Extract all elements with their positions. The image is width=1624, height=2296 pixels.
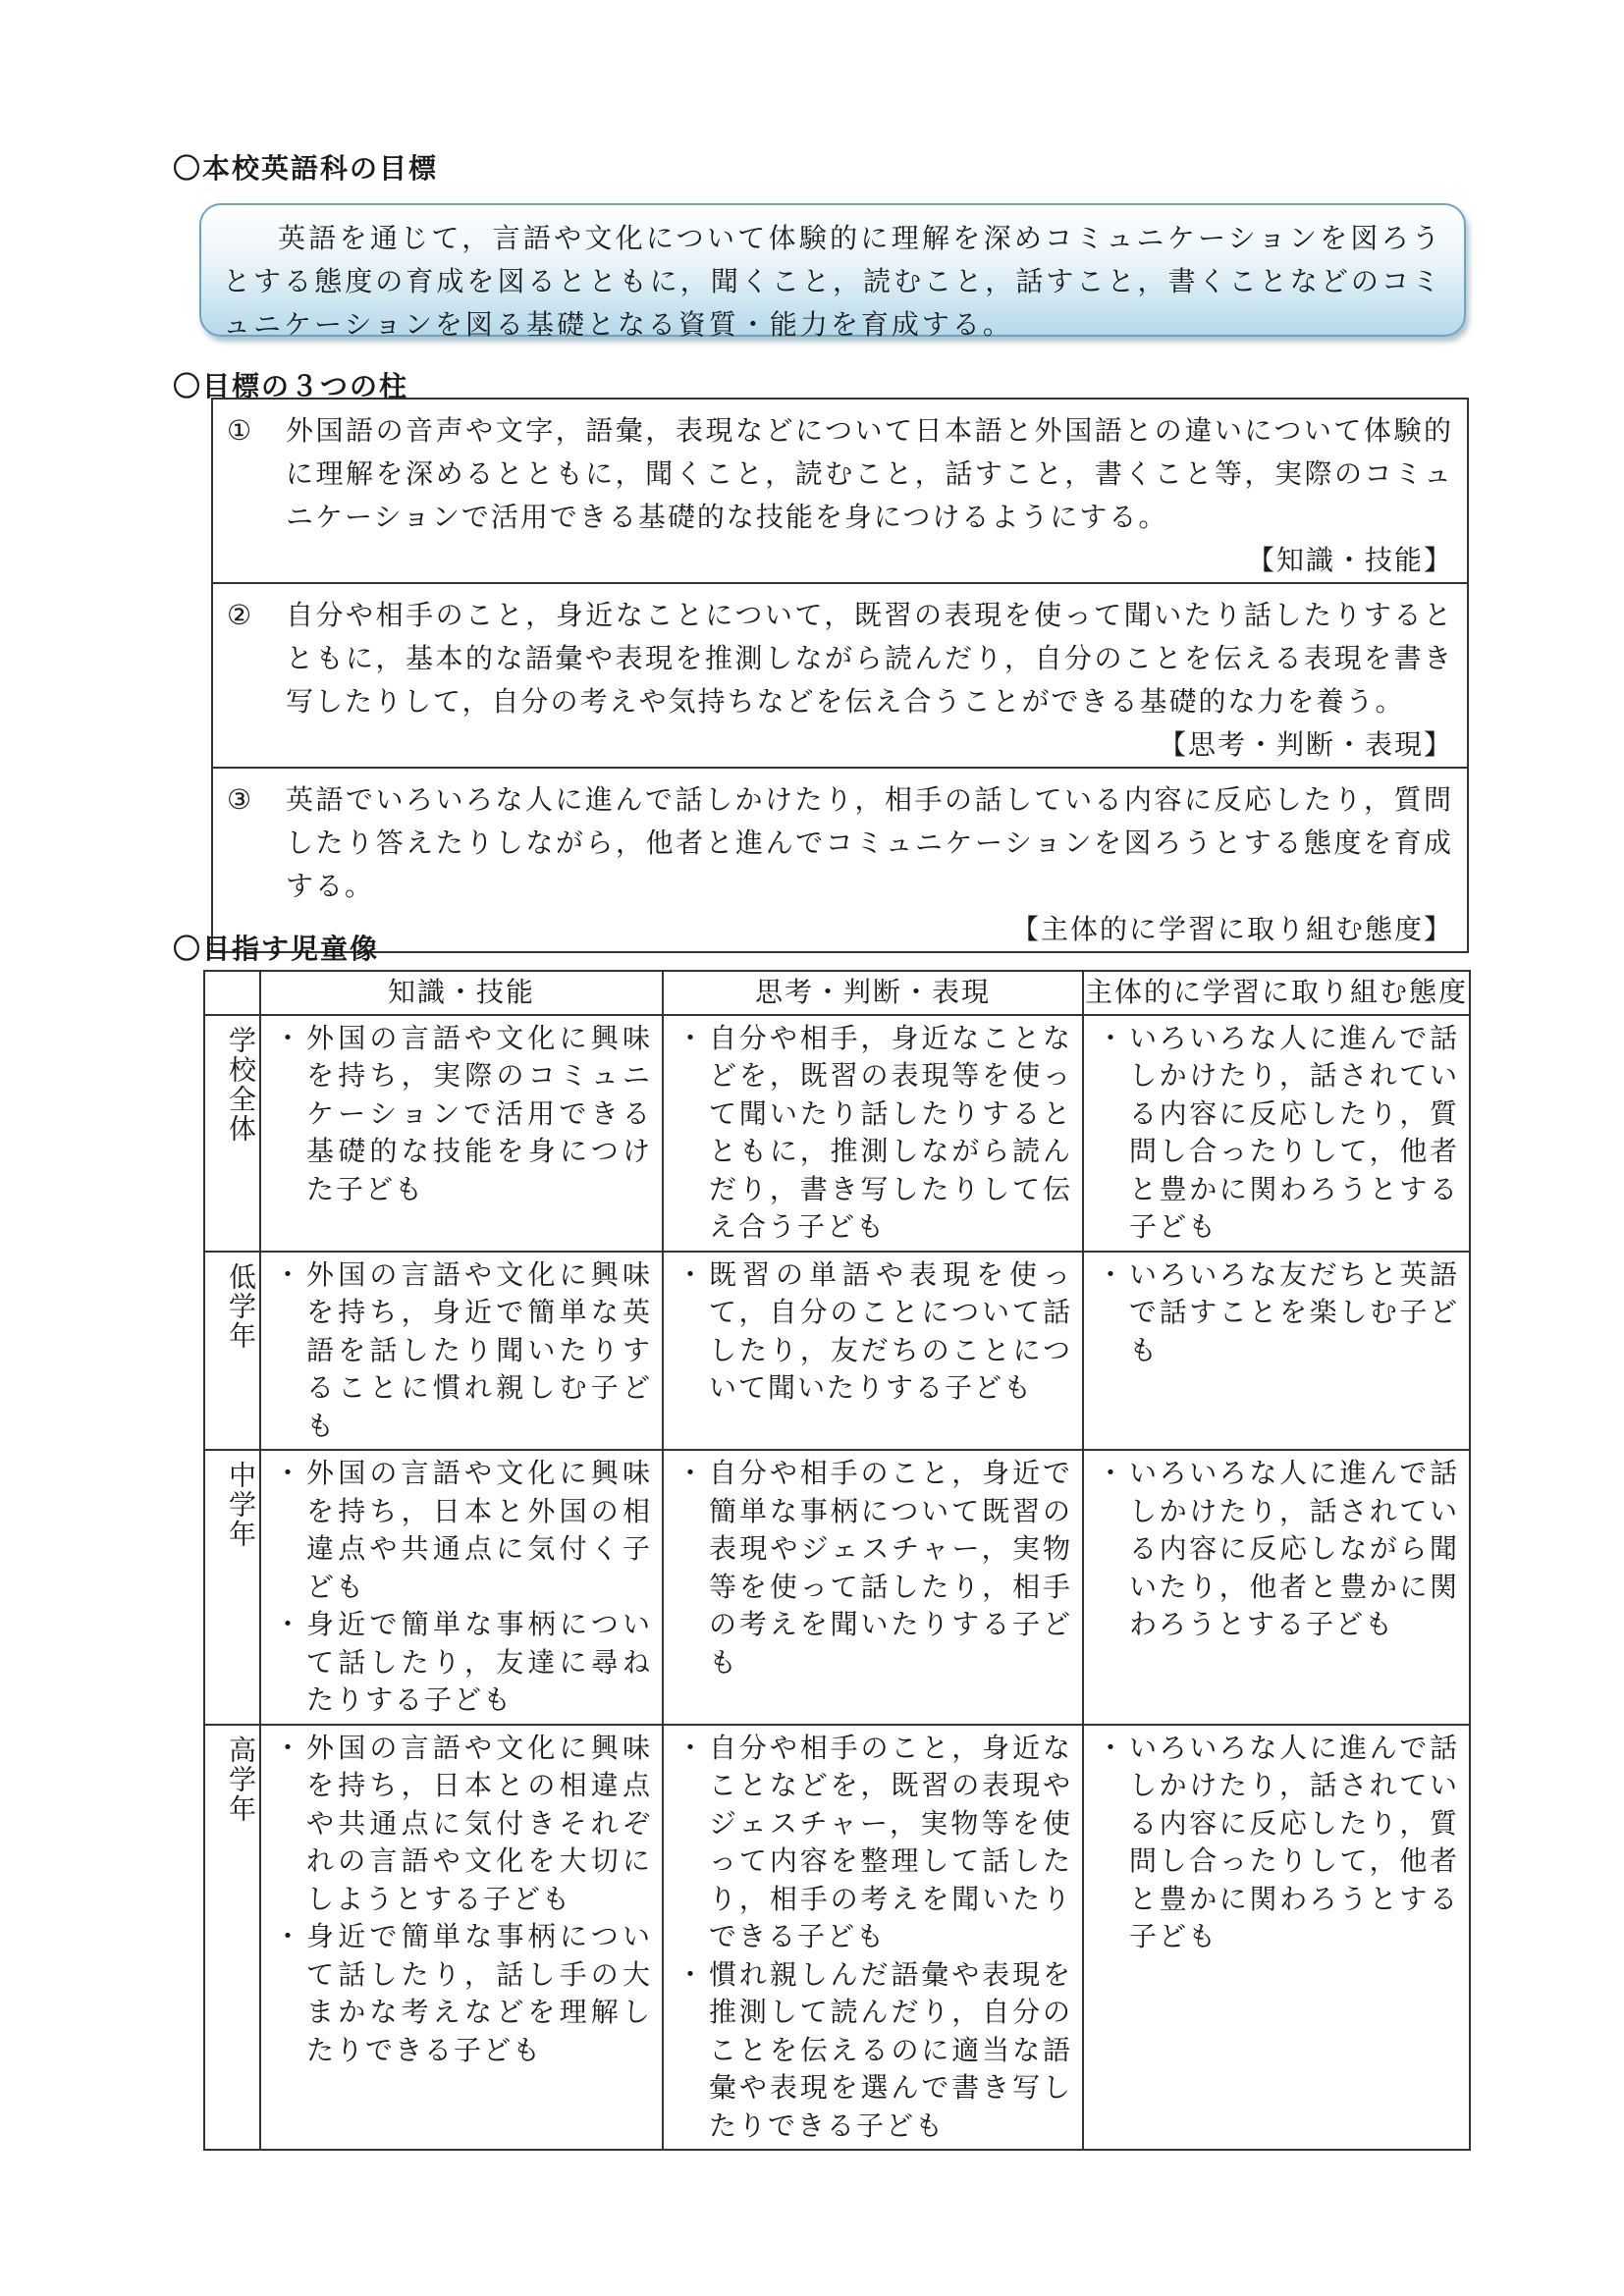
column-header: 主体的に学習に取り組む態度 [1083,971,1470,1015]
bullet-icon: ・ [676,1457,706,1489]
bullet-icon: ・ [1096,1731,1126,1764]
table-row [204,1725,1470,2151]
table-cell [260,1725,663,2151]
list-item [271,1455,652,1606]
list-item [271,1020,652,1209]
column-header: 思考・判断・表現 [663,971,1083,1015]
list-item-text: いろいろな友だちと英語で話すことを楽しむ子ども [1129,1257,1459,1366]
bullet-icon: ・ [676,1957,706,1991]
list-item-text: 外国の言語や文化に興味を持ち，日本と外国の相違点や共通点に気付く子ども [306,1457,652,1603]
row-label-text: 学校全体 [225,1025,257,1144]
list-item [271,1918,652,2069]
list-item-text: 慣れ親しんだ語彙や表現を推測して読んだり，自分のことを伝えるのに適当な語彙や表現を選んで書き写したりできる子ども [709,1957,1072,2142]
bullet-icon: ・ [1096,1021,1126,1054]
ideal-heading: 〇目指す児童像 [173,933,380,965]
row-label-text: 高学年 [225,1735,257,1824]
pillar-cell [212,768,1468,952]
bullet-icon: ・ [273,1731,303,1764]
list-item [674,1956,1072,2146]
row-label [204,1725,260,2151]
bullet-icon: ・ [676,1731,706,1764]
table-row [204,1015,1470,1252]
bullet-icon: ・ [676,1257,706,1291]
row-label [204,1015,260,1252]
list-item-text: 身近で簡単な事柄について話したり，話し手の大まかな考えなどを理解したりできる子ども [306,1920,652,2066]
table-cell [260,1015,663,1252]
bullet-icon: ・ [273,1920,303,1952]
pillar-row [212,768,1468,952]
pillars-table [211,398,1469,953]
table-header-row [204,971,1470,1015]
table-row [204,1450,1470,1725]
list-item-text: いろいろな人に進んで話しかけたり，話されている内容に反応しながら聞いたり，他者と豊かに関わろうとする子ども [1129,1457,1459,1640]
table-cell [1083,1725,1470,2151]
list-item-text: いろいろな人に進んで話しかけたり，話されている内容に反応したり，質問し合ったりして，他者と豊かに関わろうとする子ども [1129,1731,1459,1952]
table-row [204,1252,1470,1451]
list-item [271,1256,652,1446]
pillar-tag: 【知識・技能】 [1246,544,1453,576]
table-cell [663,1015,1083,1252]
pillar-tag: 【主体的に学習に取り組む態度】 [1010,913,1453,945]
list-item-text: いろいろな人に進んで話しかけたり，話されている内容に反応したり，質問し合ったりして，他者と豊かに関わろうとする子ども [1129,1021,1459,1243]
bullet-icon: ・ [1096,1257,1126,1291]
list-item-text: 身近で簡単な事柄について話したり，友達に尋ねたりする子ども [306,1608,652,1716]
row-label [204,1450,260,1725]
list-item-text: 自分や相手，身近なことなどを，既習の表現等を使って聞いたり話したりするとともに，推測しながら読んだり，書き写したりして伝え合う子ども [709,1021,1072,1243]
list-item-text: 外国の言語や文化に興味を持ち，実際のコミュニケーションで活用できる基礎的な技能を身につけた子ども [306,1021,652,1205]
bullet-icon: ・ [273,1608,303,1640]
corner-cell [204,971,260,1015]
row-label [204,1252,260,1451]
table-cell [1083,1015,1470,1252]
pillar-number: ② [227,599,254,631]
pillar-text: 英語でいろいろな人に進んで話しかけたり，相手の話している内容に反応したり，質問したり答えたりしながら，他者と進んでコミュニケーションを図ろうとする態度を育成する。 [286,783,1453,902]
list-item-text: 自分や相手のこと，身近で簡単な事柄について既習の表現やジェスチャー，実物等を使って話したり，相手の考えを聞いたりする子ども [709,1457,1072,1679]
column-header: 知識・技能 [260,971,663,1015]
table-cell [1083,1450,1470,1725]
pillar-cell [212,399,1468,583]
list-item [674,1256,1072,1408]
table-cell [260,1252,663,1451]
row-label-text: 低学年 [225,1261,257,1351]
pillar-text: 外国語の音声や文字，語彙，表現などについて日本語と外国語との違いについて体験的に理解を深めるとともに，聞くこと，読むこと，話すこと，書くこと等，実際のコミュニケーションで活用できる基礎的な技能を身につけるようにする。 [286,414,1453,533]
bullet-icon: ・ [273,1021,303,1054]
list-item [1094,1020,1459,1247]
pillar-row [212,399,1468,583]
row-label-text: 中学年 [225,1461,257,1549]
pillars-heading: 〇目標の３つの柱 [173,370,409,402]
pillar-row [212,583,1468,768]
list-item [271,1606,652,1720]
ideal-table [203,970,1471,2151]
list-item [271,1730,652,1919]
table-cell [260,1450,663,1725]
list-item [1094,1256,1459,1370]
list-item [674,1730,1072,1956]
pillar-tag: 【思考・判断・表現】 [1158,728,1453,761]
list-item-text: 外国の言語や文化に興味を持ち，日本との相違点や共通点に気付きそれぞれの言語や文化を大切にしようとする子ども [306,1731,652,1915]
table-cell [663,1725,1083,2151]
bullet-icon: ・ [273,1257,303,1291]
list-item-text: 外国の言語や文化に興味を持ち，身近で簡単な英語を話したり聞いたりすることに慣れ親しむ子ども [306,1257,652,1442]
bullet-icon: ・ [1096,1457,1126,1489]
pillar-text: 自分や相手のこと，身近なことについて，既習の表現を使って聞いたり話したりするとともに，基本的な語彙や表現を推測しながら読んだり，自分のことを伝える表現を書き写したりして，自分の考えや気持ちなどを伝え合うことができる基礎的な力を養う。 [286,599,1453,718]
table-cell [1083,1252,1470,1451]
list-item-text: 自分や相手のこと，身近なことなどを，既習の表現やジェスチャー，実物等を使って内容を整理して話したり，相手の考えを聞いたりできる子ども [709,1731,1072,1952]
list-item [674,1455,1072,1682]
bullet-icon: ・ [273,1457,303,1489]
list-item [1094,1455,1459,1644]
pillar-cell [212,583,1468,768]
list-item-text: 既習の単語や表現を使って，自分のことについて話したり，友だちのことについて聞いたりする子ども [709,1257,1072,1404]
table-cell [663,1252,1083,1451]
pillar-number: ③ [227,783,254,816]
goal-text: 英語を通じて，言語や文化について体験的に理解を深めコミュニケーションを図ろうとする態度の育成を図るとともに，聞くこと，読むこと，話すこと，書くことなどのコミュニケーションを図る基礎となる資質・能力を育成する。 [223,222,1442,341]
goal-box [199,203,1466,341]
pillar-number: ① [227,414,254,447]
goal-heading: 〇本校英語科の目標 [173,152,439,185]
bullet-icon: ・ [676,1021,706,1054]
list-item [1094,1730,1459,1956]
table-cell [663,1450,1083,1725]
list-item [674,1020,1072,1247]
